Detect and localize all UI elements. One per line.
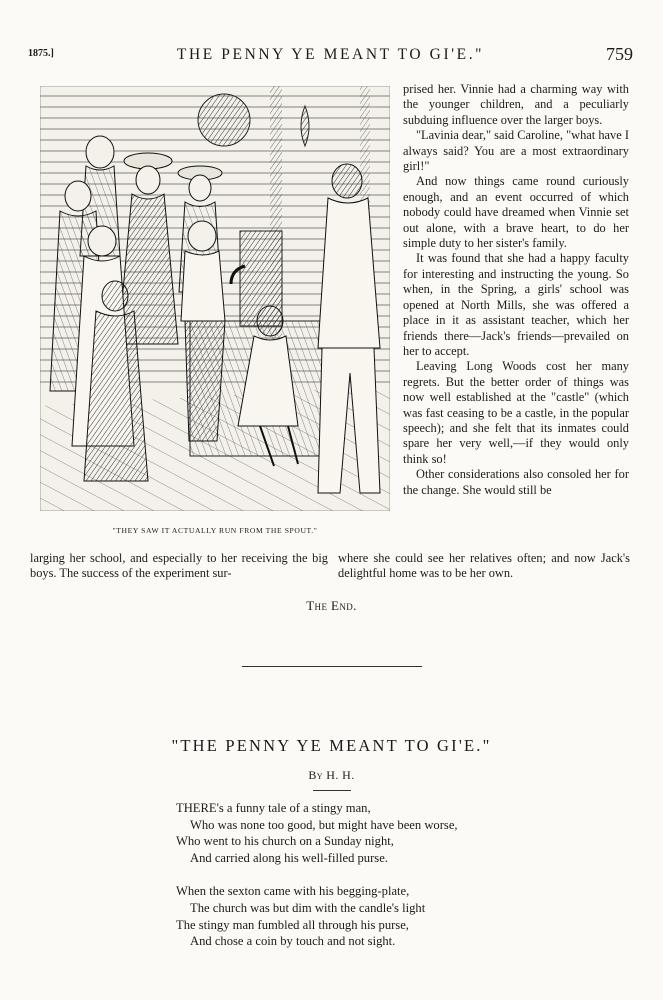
- page-number: 759: [606, 44, 633, 64]
- bottom-left-text: larging her school, and especially to her receiving the big boys. The success of the experiment sur-: [30, 551, 328, 581]
- poem-line: And chose a coin by touch and not sight.: [190, 934, 396, 949]
- header-year: 1875.]: [28, 48, 54, 59]
- poem-line: When the sexton came with his begging-plate,: [176, 884, 410, 899]
- illustration-caption: "THEY SAW IT ACTUALLY RUN FROM THE SPOUT.": [112, 526, 318, 535]
- paragraph: "Lavinia dear," said Caroline, "what have I always said? You are a most extraordinary girl!": [403, 128, 629, 174]
- stanza: [176, 883, 576, 949]
- byline-rule: [313, 790, 351, 791]
- paragraph: And now things came round curiously enough, and an event occurred of which nobody could have dreamed when Vinnie set out alone, with a brave heart, to do her simple duty to her sister's family.: [403, 174, 629, 251]
- right-text-column: [403, 82, 629, 498]
- poem-line: THERE's a funny tale of a stingy man,: [176, 801, 371, 815]
- paragraph: It was found that she had a happy faculty for interesting and instructing the young. So when, in the Spring, a girls' school was opened at North Mills, she was offered a place in it as assistant teacher, which her friends there—Jack's friends—prevailed on her to accept.: [403, 251, 629, 358]
- poem-title: "THE PENNY YE MEANT TO GI'E.": [171, 736, 492, 755]
- the-end-line: The End.: [306, 598, 357, 613]
- stanza: [176, 800, 576, 866]
- poem-body: [176, 800, 576, 950]
- poem-line: The stingy man fumbled all through his purse,: [176, 917, 409, 932]
- poem-line: Who went to his church on a Sunday night,: [176, 834, 394, 849]
- poem-byline: By H. H.: [308, 768, 355, 782]
- paragraph: Other considerations also consoled her for the change. She would still be: [403, 467, 629, 497]
- paragraph: prised her. Vinnie had a charming way with the younger children, and a peculiarly subduing influence over the larger boys.: [403, 82, 629, 127]
- engraving-illustration: [40, 86, 390, 511]
- page-header: [28, 44, 633, 68]
- section-divider: [242, 666, 422, 667]
- paragraph: Leaving Long Woods cost her many regrets. But the better order of things was now well established at the "castle" (which was fast ceasing to be a castle, in the popular speech); and she felt that its inmates could spare her very well,—if they would only think so!: [403, 359, 629, 466]
- poem-line: Who was none too good, but might have been worse,: [190, 817, 458, 832]
- running-title: THE PENNY YE MEANT TO GI'E.": [176, 46, 485, 63]
- poem-line: And carried along his well-filled purse.: [190, 850, 388, 865]
- bottom-right-text: where she could see her relatives often; and now Jack's delightful home was to be her own.: [338, 551, 630, 581]
- poem-line: The church was but dim with the candle's light: [190, 900, 426, 915]
